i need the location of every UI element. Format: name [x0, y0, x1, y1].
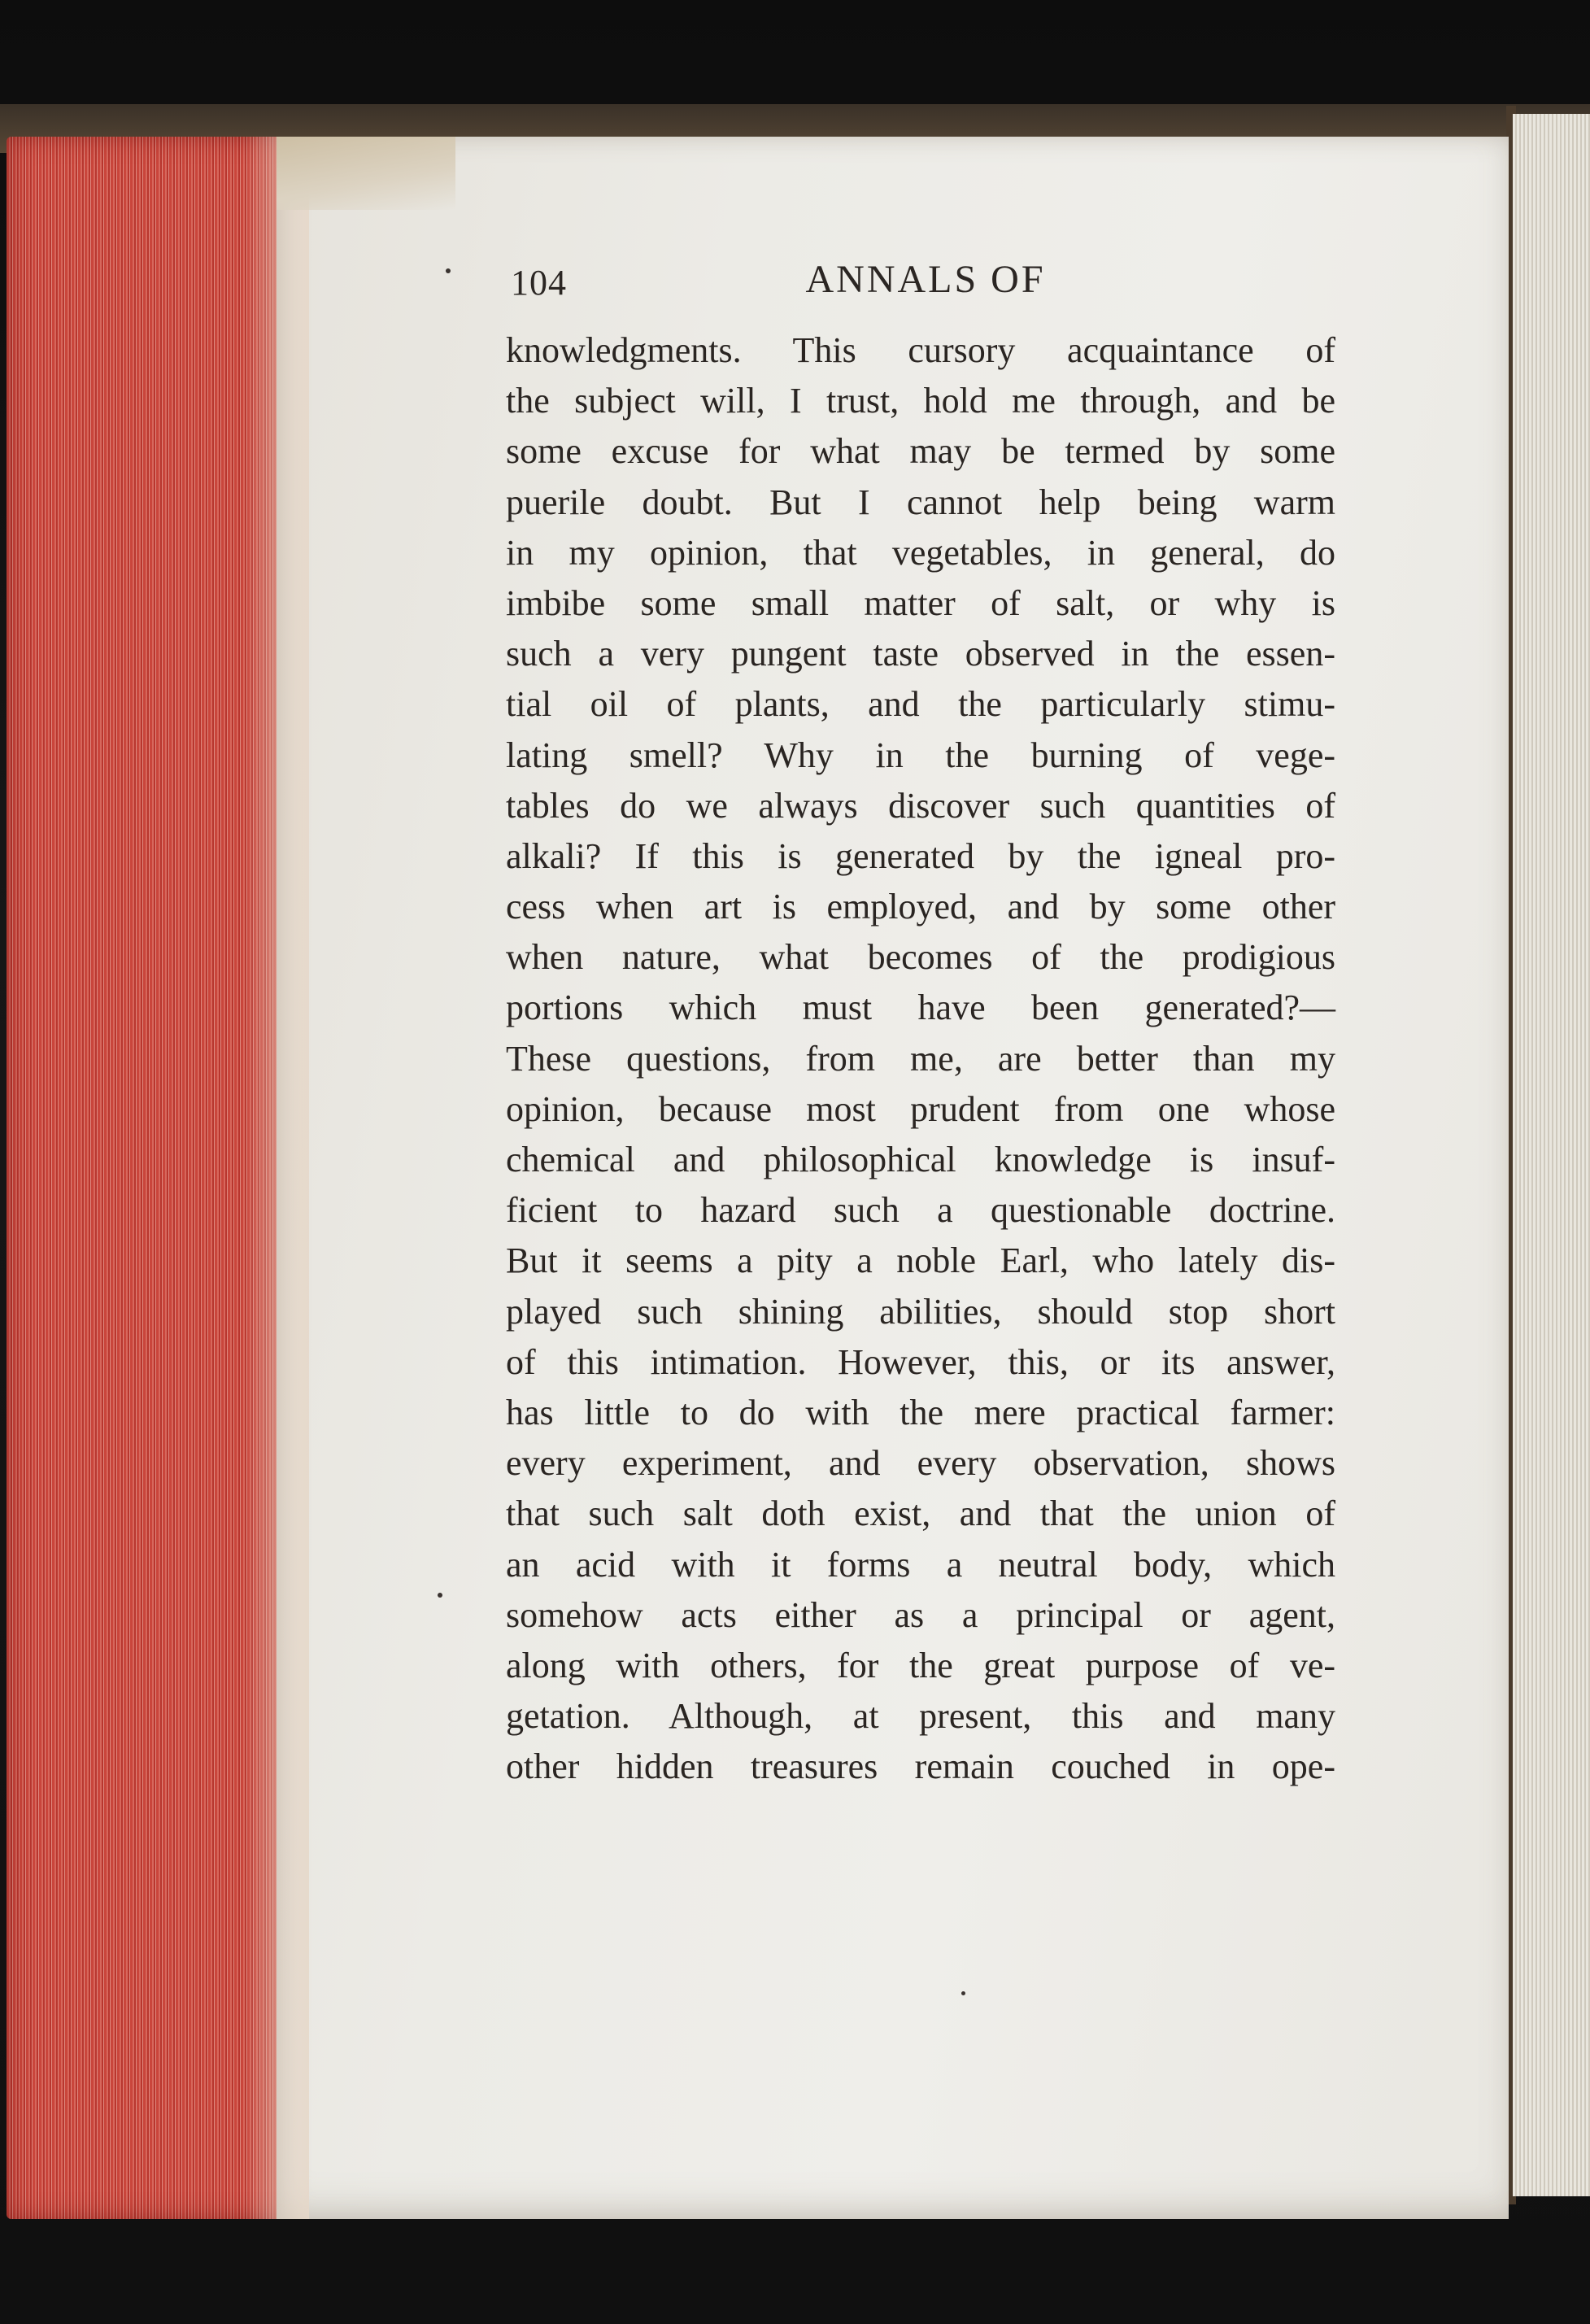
text-line: alkali? If this is generated by the igneal pro-: [506, 835, 1335, 876]
text-line: lating smell? Why in the burning of vege-: [506, 735, 1335, 775]
text-line: tables do we always discover such quantities of: [506, 785, 1335, 826]
text-line: somehow acts either as a principal or agent,: [506, 1594, 1335, 1635]
text-line: portions which must have been generated?—: [506, 988, 1335, 1028]
text-line: other hidden treasures remain couched in ope-: [506, 1746, 1335, 1787]
page-gutter-shadow: [244, 137, 309, 2219]
text-line: imbibe some small matter of salt, or why is: [506, 582, 1335, 623]
text-line: puerile doubt. But I cannot help being warm: [506, 482, 1335, 522]
text-line: opinion, because most prudent from one whose: [506, 1088, 1335, 1129]
text-line: tial oil of plants, and the particularly stimu-: [506, 684, 1335, 725]
text-line: cess when art is employed, and by some other: [506, 887, 1335, 927]
text-line: of this intimation. However, this, or its answer,: [506, 1341, 1335, 1382]
running-head: ANNALS OF: [805, 258, 1046, 301]
text-line: along with others, for the great purpose of ve-: [506, 1645, 1335, 1685]
text-line: in my opinion, that vegetables, in general, do: [506, 532, 1335, 573]
text-line: when nature, what becomes of the prodigious: [506, 937, 1335, 978]
body-text: [506, 325, 1335, 1792]
ink-speck: [961, 1991, 965, 1995]
text-line: the subject will, I trust, hold me through, and be: [506, 381, 1335, 421]
text-line: every experiment, and every observation, shows: [506, 1443, 1335, 1484]
text-line: such a very pungent taste observed in the essen-: [506, 634, 1335, 674]
text-line: an acid with it forms a neutral body, which: [506, 1544, 1335, 1585]
text-line: some excuse for what may be termed by some: [506, 431, 1335, 472]
page-corner-stain: [277, 137, 455, 210]
text-line: has little to do with the mere practical farmer:: [506, 1392, 1335, 1432]
text-line: These questions, from me, are better than my: [506, 1038, 1335, 1079]
facing-page-edges: [1513, 114, 1590, 2196]
page-header: [511, 257, 1340, 314]
ink-speck: [446, 268, 451, 273]
text-line: But it seems a pity a noble Earl, who lately dis-: [506, 1240, 1335, 1281]
text-line: chemical and philosophical knowledge is insuf-: [506, 1140, 1335, 1179]
text-line: played such shining abilities, should stop short: [506, 1291, 1335, 1332]
text-line: ficient to hazard such a questionable doctrine.: [506, 1190, 1335, 1231]
ink-speck: [438, 1593, 442, 1598]
page-number: 104: [511, 263, 567, 303]
text-line: that such salt doth exist, and that the union of: [506, 1493, 1335, 1534]
text-line: getation. Although, at present, this and many: [506, 1696, 1335, 1737]
text-line: knowledgments. This cursory acquaintance of: [506, 330, 1335, 370]
